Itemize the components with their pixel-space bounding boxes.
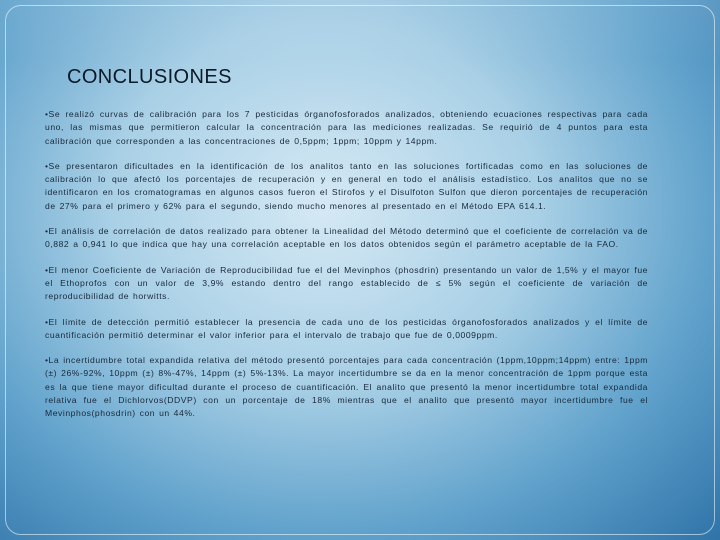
slide-title: CONCLUSIONES (67, 66, 232, 88)
conclusion-paragraph-identification: •Se presentaron dificultades en la identificación de los analitos tanto en las soluciones fortificadas como en las soluciones de calibración lo que afectó los porcentajes de recuperación y en general en todo el análisis estadístico. Los analitos que no se identificaron en los cromatogramas en algunos casos fueron el Stirofos y el Disulfoton Sulfon que dieron porcentajes de recuperación de 27% para el primero y 62% para el segundo, siendo mucho menores al presentado en el Método EPA 614.1. (45, 160, 648, 211)
slide-content (45, 108, 648, 433)
conclusion-paragraph-linearity: •El análisis de correlación de datos realizado para obtener la Linealidad del Método determinó que el coeficiente de correlación va de 0,882 a 0,941 lo que indica que hay una correlación aceptable en los datos obtenidos según el parámetro aceptable de la FAO. (45, 226, 648, 250)
conclusion-paragraph-detection-limit: •El límite de detección permitió establecer la presencia de cada uno de los pesticidas órganofosforados analizados y el límite de cuantificación permitió determinar el valor inferior para el intervalo de trabajo que fue de 0,0009ppm. (45, 316, 648, 340)
conclusion-paragraph-uncertainty: •La incertidumbre total expandida relativa del método presentó porcentajes para cada concentración (1ppm,10ppm;14ppm) entre: 1ppm (±) 26%-92%, 10ppm (±) 8%-47%, 14ppm (±) 5%-13%. La mayor incertidumbre se da en la menor concentración de 1ppm porque esta es la que tiene mayor dificultad durante el proceso de cuantificación. El analito que presentó la menor incertidumbre total expandida relativa fue el Dichlorvos(DDVP) con un porcentaje de 18% mientras que el analito que presentó mayor incertidumbre fue el Mevinphos(phosdrin) con un 44%. (45, 355, 648, 419)
conclusion-paragraph-reproducibility: •El menor Coeficiente de Variación de Reproducibilidad fue el del Mevinphos (phosdrin) presentando un valor de 1,5% y el mayor fue el Ethoprofos con un valor de 3,9% estando dentro del rango establecido de ≤ 5% según el coeficiente de variación de reproducibilidad de horwitts. (45, 264, 648, 302)
conclusion-paragraph-calibration: •Se realizó curvas de calibración para los 7 pesticidas órganofosforados analizados, obteniendo ecuaciones respectivas para cada uno, las mismas que permitieron calcular la concentración para las mediciones realizadas. Se requirió de 4 puntos para esta calibración que corresponden a las concentraciones de 0,5ppm; 1ppm; 10ppm y 14ppm. (45, 109, 648, 146)
